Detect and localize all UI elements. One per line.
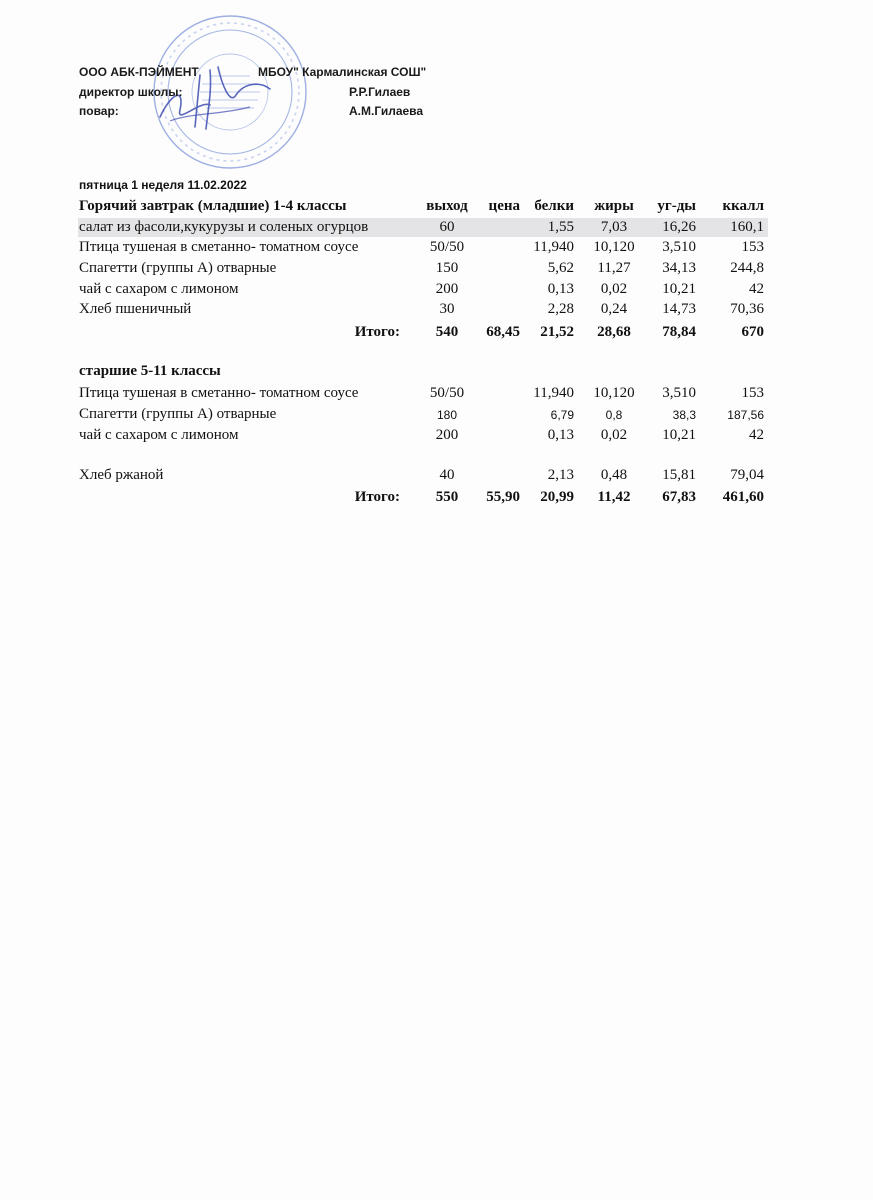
senior-total-row bbox=[78, 488, 768, 507]
col-kcal-header: ккалл bbox=[722, 198, 764, 214]
dish-protein: 2,28 bbox=[547, 301, 574, 317]
table-row bbox=[78, 384, 768, 403]
dish-out: 200 bbox=[435, 427, 459, 443]
dish-protein: 2,13 bbox=[547, 467, 574, 483]
dish-kcal: 42 bbox=[749, 427, 764, 443]
dish-name: Хлеб ржаной bbox=[79, 467, 164, 483]
cook-label: повар: bbox=[79, 104, 119, 118]
dish-carbs: 16,26 bbox=[662, 219, 696, 235]
dish-kcal: 153 bbox=[741, 385, 764, 401]
dish-protein: 5,62 bbox=[547, 260, 574, 276]
dish-carbs: 38,3 bbox=[672, 408, 696, 422]
junior-header-row bbox=[78, 197, 768, 216]
dish-protein: 11,940 bbox=[533, 385, 574, 401]
dish-fat: 10,120 bbox=[593, 385, 635, 401]
table-row bbox=[78, 426, 768, 445]
table-row bbox=[78, 466, 768, 485]
col-fat-header: жиры bbox=[594, 198, 634, 214]
table-row bbox=[78, 405, 768, 424]
dish-name: Хлеб пшеничный bbox=[79, 301, 192, 317]
col-price-header: цена bbox=[488, 198, 520, 214]
total-label: Итого: bbox=[354, 489, 400, 505]
junior-total-row bbox=[78, 323, 768, 342]
dish-out: 60 bbox=[439, 219, 455, 235]
dish-carbs: 10,21 bbox=[662, 427, 696, 443]
dish-carbs: 3,510 bbox=[662, 385, 696, 401]
total-protein: 20,99 bbox=[540, 489, 574, 505]
school-name: МБОУ" Кармалинская СОШ" bbox=[258, 65, 427, 79]
dish-kcal: 70,36 bbox=[730, 301, 764, 317]
table-row bbox=[78, 238, 768, 257]
dish-fat: 0,8 bbox=[605, 408, 623, 422]
dish-out: 150 bbox=[435, 260, 459, 276]
total-fat: 11,42 bbox=[597, 489, 631, 505]
dish-kcal: 187,56 bbox=[727, 408, 764, 422]
dish-protein: 11,940 bbox=[533, 239, 574, 255]
dish-name: Птица тушеная в сметанно- томатном соусе bbox=[79, 239, 359, 255]
dish-fat: 0,24 bbox=[600, 301, 628, 317]
col-out-header: выход bbox=[426, 198, 468, 214]
dish-name: чай с сахаром с лимоном bbox=[79, 281, 239, 297]
dish-fat: 0,48 bbox=[600, 467, 628, 483]
dish-protein: 0,13 bbox=[547, 427, 574, 443]
total-kcal: 461,60 bbox=[722, 489, 764, 505]
dish-kcal: 244,8 bbox=[730, 260, 764, 276]
dish-fat: 11,27 bbox=[597, 260, 631, 276]
dish-name: чай с сахаром с лимоном bbox=[79, 427, 239, 443]
table-row bbox=[78, 280, 768, 299]
dish-carbs: 14,73 bbox=[662, 301, 696, 317]
dish-carbs: 15,81 bbox=[662, 467, 696, 483]
dish-out: 200 bbox=[435, 281, 459, 297]
dish-carbs: 34,13 bbox=[662, 260, 696, 276]
director-label: директор школы: bbox=[79, 85, 183, 99]
total-carbs: 78,84 bbox=[662, 324, 696, 340]
dish-kcal: 79,04 bbox=[730, 467, 764, 483]
dish-name: салат из фасоли,кукурузы и соленых огурцов bbox=[79, 219, 369, 235]
dish-out: 30 bbox=[439, 301, 455, 317]
dish-protein: 1,55 bbox=[547, 219, 574, 235]
director-name: Р.Р.Гилаев bbox=[349, 85, 411, 99]
dish-kcal: 42 bbox=[749, 281, 764, 297]
dish-name: Спагетти (группы А) отварные bbox=[79, 406, 277, 422]
table-row bbox=[78, 259, 768, 278]
total-protein: 21,52 bbox=[540, 324, 574, 340]
dish-out: 50/50 bbox=[429, 239, 465, 255]
col-carbs-header: уг-ды bbox=[657, 198, 696, 214]
junior-section-title: Горячий завтрак (младшие) 1-4 классы bbox=[79, 198, 347, 214]
cook-name: А.М.Гилаева bbox=[349, 104, 424, 118]
dish-fat: 10,120 bbox=[593, 239, 635, 255]
dish-fat: 0,02 bbox=[600, 427, 628, 443]
total-out: 550 bbox=[435, 489, 459, 505]
senior-header-row bbox=[78, 362, 768, 381]
dish-carbs: 3,510 bbox=[662, 239, 696, 255]
dish-protein: 0,13 bbox=[547, 281, 574, 297]
table-row bbox=[78, 300, 768, 319]
total-price: 68,45 bbox=[486, 324, 520, 340]
total-kcal: 670 bbox=[741, 324, 764, 340]
dish-protein: 6,79 bbox=[550, 408, 574, 422]
total-carbs: 67,83 bbox=[662, 489, 696, 505]
dish-name: Птица тушеная в сметанно- томатном соусе bbox=[79, 385, 359, 401]
table-row bbox=[78, 218, 768, 237]
dish-fat: 0,02 bbox=[600, 281, 628, 297]
dish-carbs: 10,21 bbox=[662, 281, 696, 297]
dish-out: 50/50 bbox=[429, 385, 465, 401]
dish-kcal: 153 bbox=[741, 239, 764, 255]
total-label: Итого: bbox=[354, 324, 400, 340]
dish-name: Спагетти (группы А) отварные bbox=[79, 260, 277, 276]
col-protein-header: белки bbox=[534, 198, 574, 214]
org-name: ООО АБК-ПЭЙМЕНТ bbox=[79, 65, 199, 79]
dish-fat: 7,03 bbox=[600, 219, 628, 235]
senior-section-title: старшие 5-11 классы bbox=[79, 363, 221, 379]
total-fat: 28,68 bbox=[597, 324, 631, 340]
total-out: 540 bbox=[435, 324, 459, 340]
dish-out: 40 bbox=[439, 467, 455, 483]
dish-out: 180 bbox=[436, 408, 458, 422]
dish-kcal: 160,1 bbox=[730, 219, 764, 235]
menu-date: пятница 1 неделя 11.02.2022 bbox=[79, 178, 247, 192]
total-price: 55,90 bbox=[486, 489, 520, 505]
